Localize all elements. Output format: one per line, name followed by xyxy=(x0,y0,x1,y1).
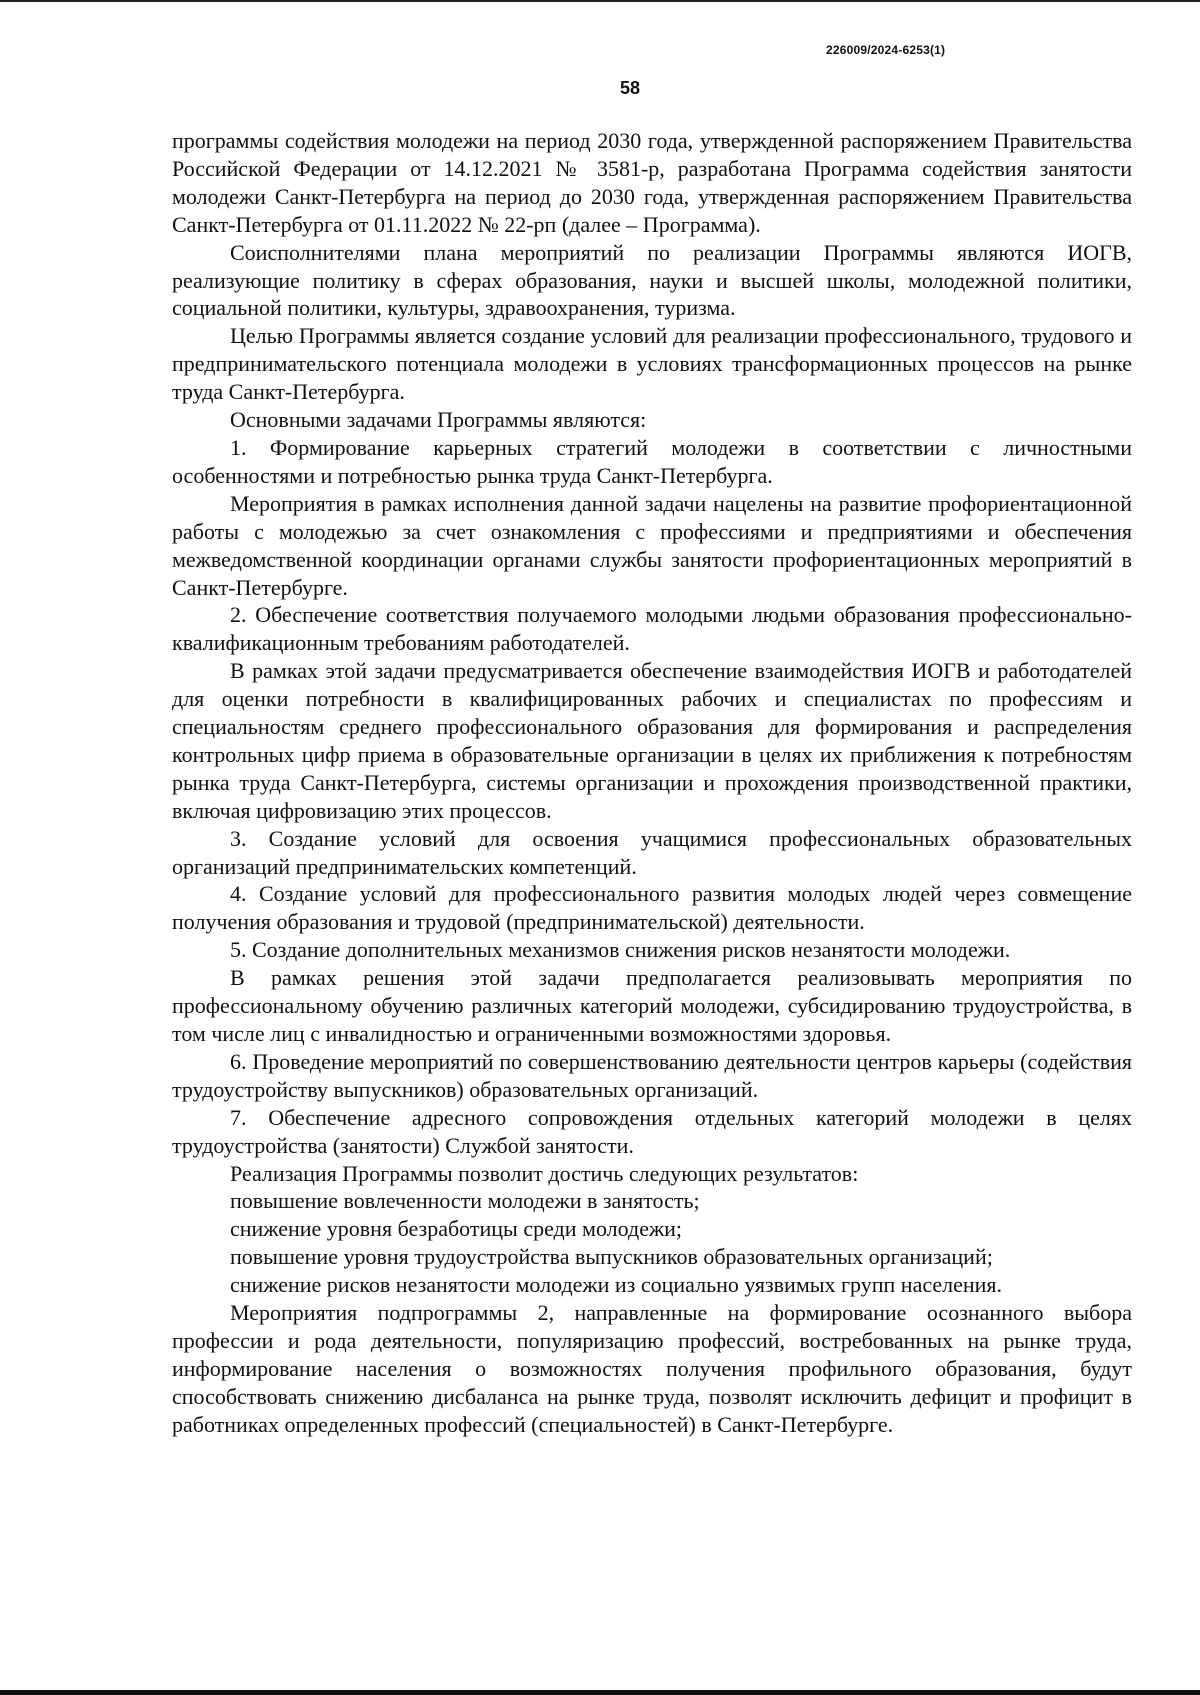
paragraph-co-executors: Соисполнителями плана мероприятий по реализации Программы являются ИОГВ, реализующие политику в сферах образования, науки и высшей школы, молодежной политики, социальной политики, культуры, здравоохранения, туризма. xyxy=(172,239,1132,321)
top-scan-border xyxy=(0,0,1200,2)
results-heading: Реализация Программы позволит достичь следующих результатов: xyxy=(230,1160,859,1186)
bottom-scan-border xyxy=(0,1690,1200,1695)
task-1-description: Мероприятия в рамках исполнения данной задачи нацелены на развитие профориентационной работы с молодежью за счет ознакомления с профессиями и предприятиями и обеспечения межведомственной координации органами службы занятости профориентационных мероприятий в Санкт-Петербурге. xyxy=(172,490,1132,600)
task-6: 6. Проведение мероприятий по совершенствованию деятельности центров карьеры (содействия трудоустройству выпускников) образовательных организаций. xyxy=(172,1048,1132,1102)
task-7: 7. Обеспечение адресного сопровождения отдельных категорий молодежи в целях трудоустройства (занятости) Службой занятости. xyxy=(172,1104,1132,1158)
document-registration-number: 226009/2024-6253(1) xyxy=(826,43,946,57)
result-item-1: повышение вовлеченности молодежи в занятость; xyxy=(230,1188,700,1214)
paragraph-program-goal: Целью Программы является создание условий для реализации профессионального, трудового и предпринимательского потенциала молодежи в условиях трансформационных процессов на рынке труда Санкт-Петербурга. xyxy=(172,323,1132,405)
task-2-description: В рамках этой задачи предусматривается обеспечение взаимодействия ИОГВ и работодателей для оценки потребности в квалифицированных рабочих и специалистах по профессиям и специальностям среднего профессионального образования для формирования и распределения контрольных цифр приема в образовательные организации в целях их приближения к потребностям рынка труда Санкт-Петербурга, системы организации и прохождения производственной практики, включая цифровизацию этих процессов. xyxy=(172,658,1132,823)
task-3: 3. Создание условий для освоения учащимися профессиональных образовательных организаций предпринимательских компетенций. xyxy=(172,825,1132,879)
page-number: 58 xyxy=(620,78,641,98)
result-item-3: повышение уровня трудоустройства выпускников образовательных организаций; xyxy=(230,1244,993,1270)
task-4: 4. Создание условий для профессионального развития молодых людей через совмещение получения образования и трудовой (предпринимательской) деятельности. xyxy=(172,881,1132,935)
task-5-description: В рамках решения этой задачи предполагается реализовывать мероприятия по профессиональному обучению различных категорий молодежи, субсидированию трудоустройства, в том числе лиц с инвалидностью и ограниченными возможностями здоровья. xyxy=(172,965,1132,1046)
result-item-4: снижение рисков незанятости молодежи из социально уязвимых групп населения. xyxy=(230,1272,1003,1298)
task-2: 2. Обеспечение соответствия получаемого молодыми людьми образования профессионально-квалификационным требованиям работодателей. xyxy=(172,602,1132,656)
document-body xyxy=(172,127,1132,1439)
task-1: 1. Формирование карьерных стратегий молодежи в соответствии с личностными особенностями и потребностью рынка труда Санкт-Петербурга. xyxy=(172,434,1132,488)
task-5: 5. Создание дополнительных механизмов снижения рисков незанятости молодежи. xyxy=(230,937,1011,963)
paragraph-tasks-heading: Основными задачами Программы являются: xyxy=(230,407,647,433)
paragraph-program-intro: программы содействия молодежи на период 2030 года, утвержденной распоряжением Правительства Российской Федерации от 14.12.2021 № 3581-р, разработана Программа содействия занятости молодежи Санкт-Петербурга на период до 2030 года, утвержденная распоряжением Правительства Санкт-Петербурга от 01.11.2022 № 22-рп (далее – Программа). xyxy=(172,128,1132,237)
result-item-2: снижение уровня безработицы среди молодежи; xyxy=(230,1216,683,1242)
paragraph-subprogram-2: Мероприятия подпрограммы 2, направленные на формирование осознанного выбора профессии и рода деятельности, популяризацию профессий, востребованных на рынке труда, информирование населения о возможностях получения профильного образования, будут способствовать снижению дисбаланса на рынке труда, позволят исключить дефицит и профицит в работниках определенных профессий (специальностей) в Санкт-Петербурге. xyxy=(172,1300,1132,1437)
